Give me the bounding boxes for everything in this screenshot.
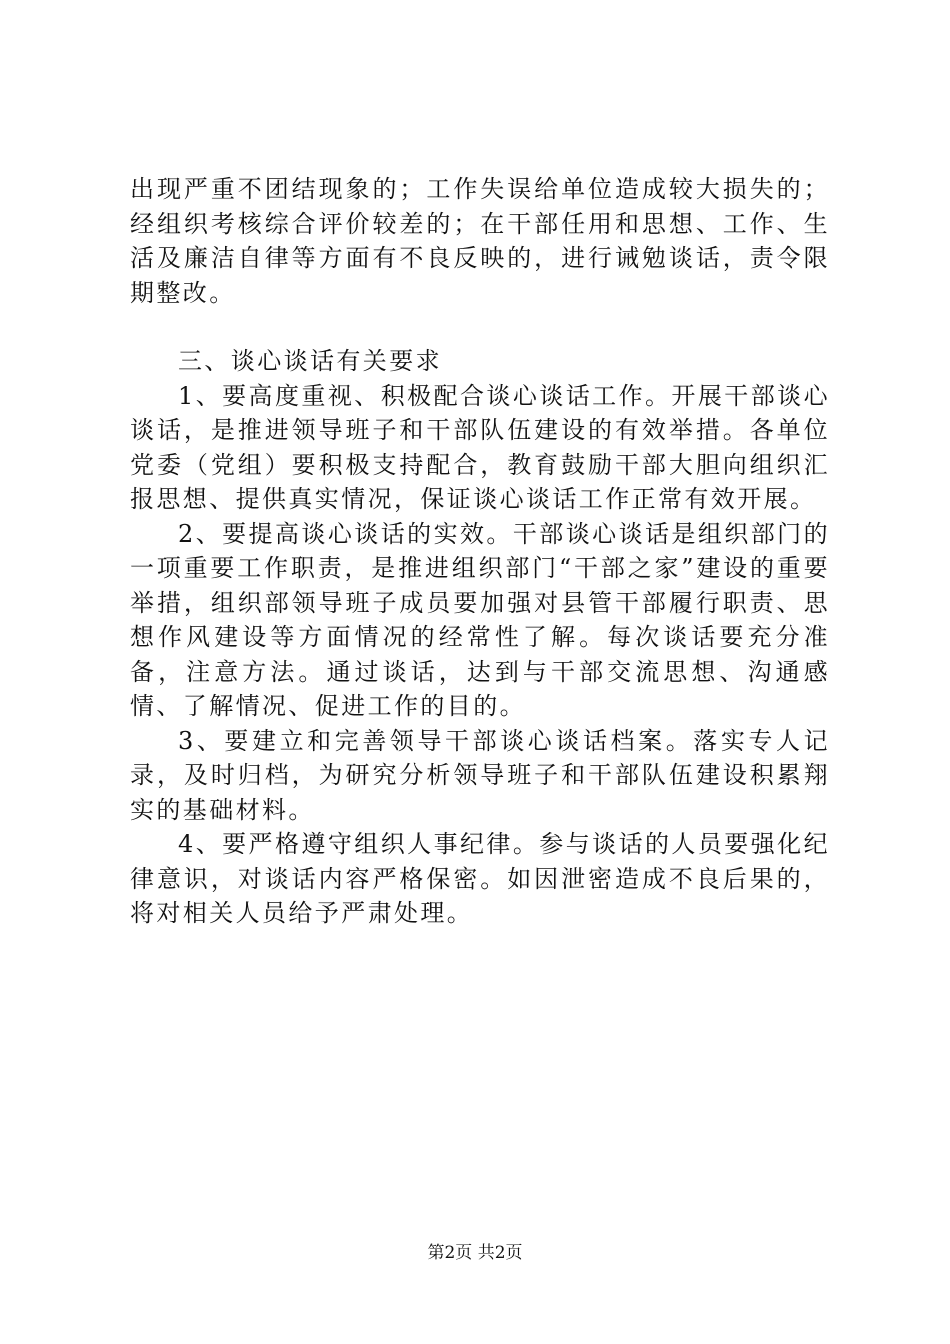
section-heading: 三、谈心谈话有关要求 (178, 347, 442, 375)
paragraph-requirement-3: 3、要建立和完善领导干部谈心谈话档案。落实专人记录，及时归档，为研究分析领导班子和干部队伍建设积累翔实的基础材料。 (130, 726, 830, 824)
document-body (130, 172, 830, 931)
paragraph-requirement-4: 4、要严格遵守组织人事纪律。参与谈话的人员要强化纪律意识，对谈话内容严格保密。如因泄密造成不良后果的，将对相关人员给予严肃处理。 (130, 830, 830, 927)
page-number-footer: 第2页 共2页 (427, 1243, 523, 1263)
paragraph-continuation: 出现严重不团结现象的；工作失误给单位造成较大损失的；经组织考核综合评价较差的；在干部任用和思想、工作、生活及廉洁自律等方面有不良反映的，进行诫勉谈话，责令限期整改。 (130, 175, 830, 307)
paragraph-requirement-2: 2、要提高谈心谈话的实效。干部谈心谈话是组织部门的一项重要工作职责，是推进组织部门“干部之家”建设的重要举措，组织部领导班子成员要加强对县管干部履行职责、思想作风建设等方面情况的经常性了解。每次谈话要充分准备，注意方法。通过谈话，达到与干部交流思想、沟通感情、了解情况、促进工作的目的。 (130, 519, 830, 720)
paragraph-spacer (130, 310, 830, 344)
paragraph-requirement-1: 1、要高度重视、积极配合谈心谈话工作。开展干部谈心谈话，是推进领导班子和干部队伍建设的有效举措。各单位党委（党组）要积极支持配合，教育鼓励干部大胆向组织汇报思想、提供真实情况，保证谈心谈话工作正常有效开展。 (130, 381, 830, 513)
